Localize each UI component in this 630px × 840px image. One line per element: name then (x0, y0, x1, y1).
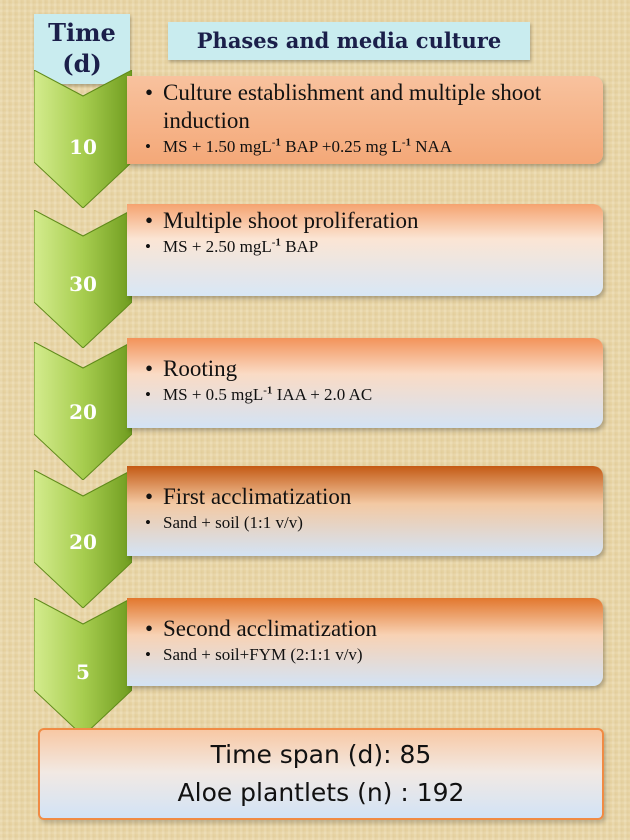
phase-medium-5: • Sand + soil+FYM (2:1:1 v/v) (145, 643, 603, 667)
phase-medium-1: • MS + 1.50 mgL$^{-1}$ BAP +0.25 mg $L^{-1}$ NAA (145, 135, 603, 159)
plantlet-count: Aloe plantlets (n) : 192 (177, 778, 465, 807)
phase-box-3 (127, 338, 603, 428)
step-5-days: 5 (76, 660, 90, 684)
phase-box-1 (127, 76, 603, 164)
phase-name-1: • Culture establishment and multiple shoot induction (145, 79, 603, 135)
phase-box-5 (127, 598, 603, 686)
step-3-days: 20 (69, 400, 97, 424)
time-span-total: Time span (d): 85 (210, 740, 432, 769)
phase-name-2: • Multiple shoot proliferation (145, 207, 603, 235)
time-header-line2: (d) (62, 49, 102, 78)
phase-medium-4: • Sand + soil (1:1 v/v) (145, 511, 603, 535)
step-2-days: 30 (69, 272, 97, 296)
phase-medium-3: • MS + 0.5 mgL$^{-1}$ IAA + 2.0 AC (145, 383, 603, 407)
step-4-days: 20 (69, 530, 97, 554)
summary-box (38, 728, 604, 820)
phase-name-5: • Second acclimatization (145, 615, 603, 643)
phases-header: Phases and media culture (168, 22, 530, 60)
phase-name-4: • First acclimatization (145, 483, 603, 511)
phase-medium-2: • MS + 2.50 mgL$^{-1}$ BAP (145, 235, 603, 259)
phase-box-2 (127, 204, 603, 296)
time-header-line1: Time (48, 18, 116, 47)
step-1-days: 10 (69, 135, 97, 159)
phase-name-3: • Rooting (145, 355, 603, 383)
phase-box-4 (127, 466, 603, 556)
